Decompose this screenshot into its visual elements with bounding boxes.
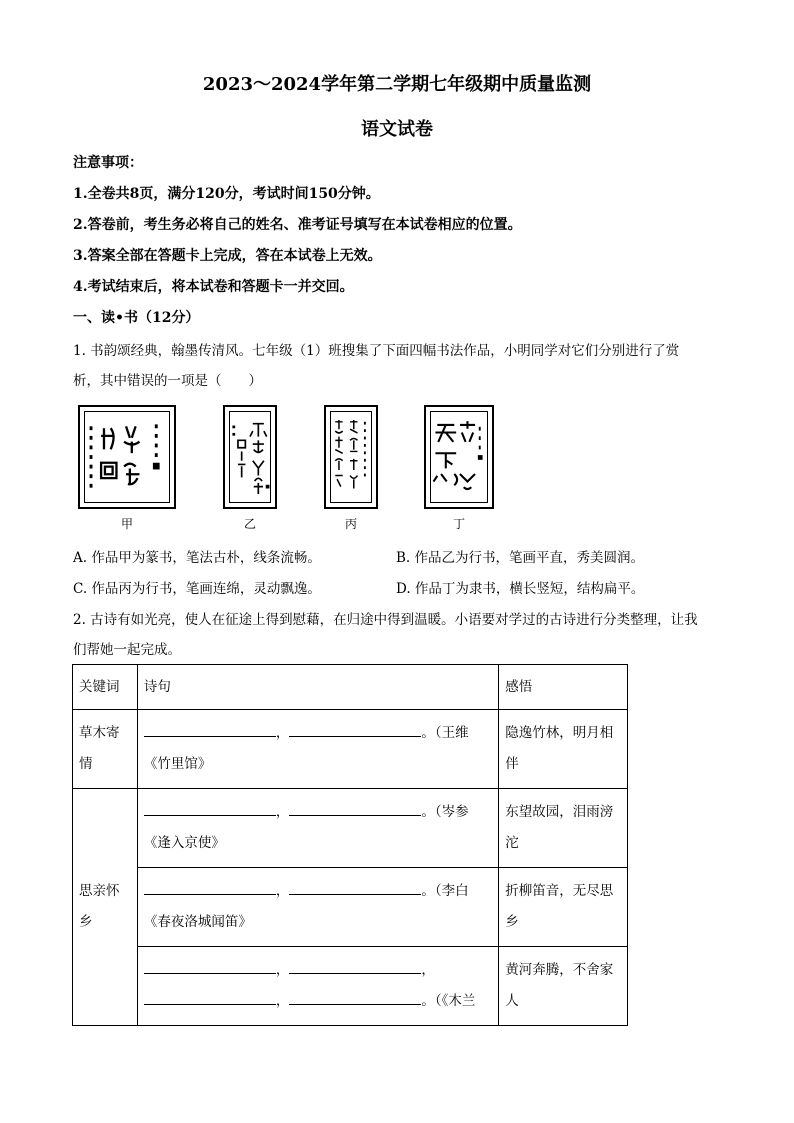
lines-cell: ， ， ， 。（《木兰 <box>137 947 498 1026</box>
seal-script-image <box>80 407 174 507</box>
lines-cell: ， 。（王维 《竹里馆》 <box>137 710 498 789</box>
calligraphy-work-ding <box>424 405 494 509</box>
work-label-jia: 甲 <box>120 517 133 531</box>
insight-cell: 隐逸竹林，明月相伴 <box>499 710 628 789</box>
lines-cell: ， 。（岑参 《逢入京使》 <box>137 789 498 868</box>
table-row <box>73 789 628 868</box>
answer-blank[interactable] <box>144 801 276 816</box>
poem-source: 《逢入京使》 <box>143 835 225 851</box>
poem-source: 《春夜洛城闻笛》 <box>143 914 252 930</box>
work-label-bing: 丙 <box>344 517 357 531</box>
answer-blank[interactable] <box>144 880 276 895</box>
table-row <box>73 868 628 947</box>
table-header-row <box>73 665 628 710</box>
note-item-2: 2.答卷前，考生务必将自己的姓名、准考证号填写在本试卷相应的位置。 <box>73 217 522 233</box>
calligraphy-work-jia <box>78 405 176 509</box>
note-item-4: 4.考试结束后，将本试卷和答题卡一并交回。 <box>73 279 354 295</box>
clerical-script-image <box>426 407 492 507</box>
running-script-image <box>326 407 376 507</box>
calligraphy-work-bing <box>324 405 378 509</box>
insight-cell: 黄河奔腾，不舍家人 <box>499 947 628 1026</box>
answer-blank[interactable] <box>144 990 276 1005</box>
header-keyword: 关键词 <box>73 665 138 710</box>
q1-option-d: D. 作品丁为隶书，横长竖短，结构扁平。 <box>396 581 645 597</box>
keyword-cell: 草木寄情 <box>73 710 138 789</box>
q1-option-a: A. 作品甲为篆书，笔法古朴，线条流畅。 <box>73 550 321 566</box>
q2-stem-line1: 2. 古诗有如光亮，使人在征途上得到慰藉，在归途中得到温暖。小语要对学过的古诗进行分类整理，让我 <box>73 612 698 628</box>
poem-source: 《竹里馆》 <box>143 756 212 772</box>
q2-stem-line2: 们帮她一起完成。 <box>73 642 181 658</box>
poem-table <box>72 664 628 1026</box>
table-row <box>73 947 628 1026</box>
answer-blank[interactable] <box>144 722 276 737</box>
note-item-3: 3.答案全部在答题卡上完成，答在本试卷上无效。 <box>73 248 382 264</box>
insight-cell: 东望故园，泪雨滂沱 <box>499 789 628 868</box>
answer-blank[interactable] <box>289 722 421 737</box>
notes-heading: 注意事项： <box>73 155 143 171</box>
answer-blank[interactable] <box>144 959 276 974</box>
keyword-cell: 思亲怀乡 <box>73 789 138 1026</box>
q1-option-b: B. 作品乙为行书，笔画平直，秀美圆润。 <box>396 550 645 566</box>
lines-cell: ， 。（李白 《春夜洛城闻笛》 <box>137 868 498 947</box>
table-row <box>73 710 628 789</box>
exam-title: 2023～2024学年第二学期七年级期中质量监测 <box>202 74 592 95</box>
answer-blank[interactable] <box>289 959 421 974</box>
header-lines: 诗句 <box>137 665 498 710</box>
insight-cell: 折柳笛音，无尽思乡 <box>499 868 628 947</box>
q1-option-c: C. 作品丙为行书，笔画连绵，灵动飘逸。 <box>73 581 321 597</box>
q1-stem-line1: 1. 书韵颂经典，翰墨传清风。七年级（1）班搜集了下面四幅书法作品，小明同学对它们分别进行了赏 <box>73 343 680 359</box>
note-item-1: 1.全卷共8页，满分120分，考试时间150分钟。 <box>73 186 380 202</box>
header-insight: 感悟 <box>499 665 628 710</box>
calligraphy-work-yi <box>223 405 277 509</box>
section-heading: 一、读•书（12分） <box>73 310 200 326</box>
answer-blank[interactable] <box>289 990 421 1005</box>
q1-stem-line2: 析，其中错误的一项是（ ） <box>73 373 262 389</box>
running-script-image <box>225 407 275 507</box>
work-label-ding: 丁 <box>452 517 465 531</box>
exam-subtitle: 语文试卷 <box>361 119 433 140</box>
answer-blank[interactable] <box>289 880 421 895</box>
answer-blank[interactable] <box>289 801 421 816</box>
work-label-yi: 乙 <box>243 517 256 531</box>
